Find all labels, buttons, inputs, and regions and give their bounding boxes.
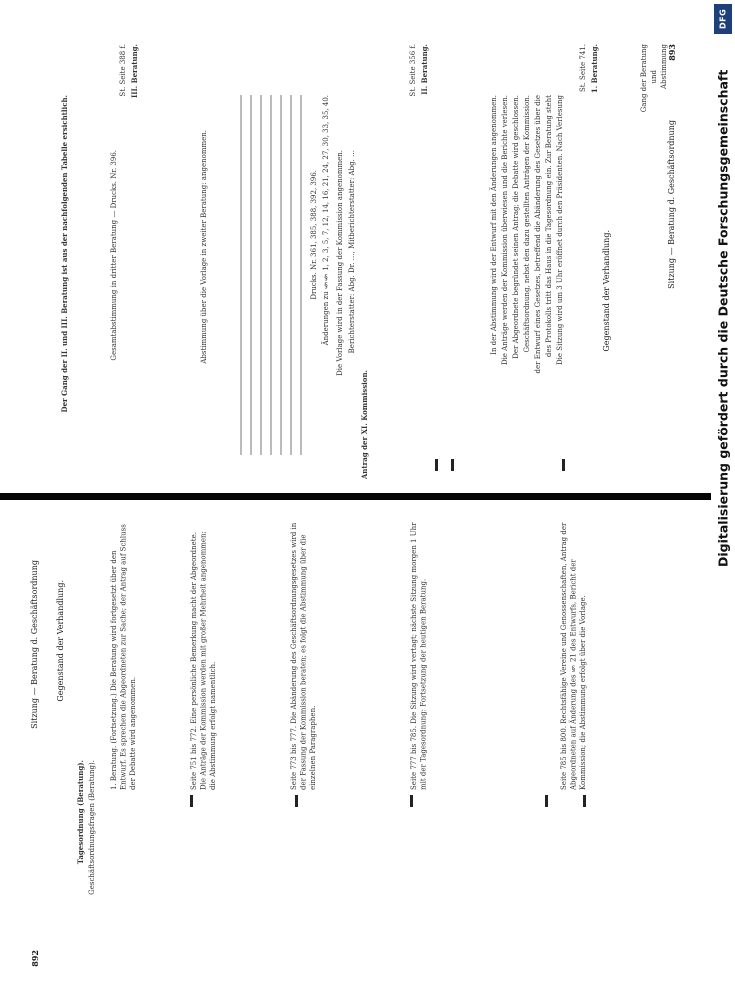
top-section-3-label: III. Beratung.: [130, 44, 139, 99]
top-section-1-label: 1. Beratung.: [590, 44, 599, 94]
scan-texture: [300, 95, 302, 455]
margin-dash: [410, 795, 413, 807]
bottom-page-title: Gegenstand der Verhandlung.: [56, 580, 65, 702]
top-page-title: Gegenstand der Verhandlung.: [602, 230, 611, 352]
bottom-page-number: 892: [30, 950, 40, 967]
dfg-banner: [711, 0, 735, 1000]
top-para-line: Die Anträge werden der Kommission überwiesen und die Berichte verlesen.: [501, 95, 509, 366]
top-amendment-heading: Antrag der XI. Kommission.: [360, 370, 369, 480]
top-running-head: Sitzung — Beratung d. Geschäftsordnung: [667, 120, 676, 289]
top-page-number: 893: [667, 44, 677, 61]
top-para-line: des Protokolls tritt das Haus in die Tagesordnung ein. Zur Beratung steht: [545, 95, 553, 358]
top-column-head-3: Abstimmung: [660, 44, 668, 89]
scan-texture: [280, 95, 282, 455]
scan-texture: [240, 95, 242, 455]
top-para-line: Der Abgeordnete begründet seinen Antrag; die Debatte wird geschlossen.: [512, 95, 520, 359]
top-final-note: Der Gang der II. und III. Beratung ist aus der nachfolgenden Tabelle ersichtlich.: [60, 95, 69, 413]
top-para-line: In der Abstimmung wird der Entwurf mit den Änderungen angenommen.: [490, 95, 498, 355]
top-column-head-1: Gang der Beratung: [640, 44, 648, 113]
margin-dash: [295, 795, 298, 807]
margin-dash: [545, 795, 548, 807]
bottom-column-subhead: Geschäftsordnungsfragen (Beratung).: [88, 760, 96, 895]
margin-dash: [451, 459, 454, 471]
top-column-head-2: und: [650, 70, 658, 84]
scan-texture: [260, 95, 262, 455]
top-section-2-label: II. Beratung.: [420, 44, 429, 95]
top-section-1-ref: St. Seite 741.: [579, 44, 587, 93]
top-para-line: der Entwurf eines Gesetzes, betreffend die Abänderung des Gesetzes über die: [534, 95, 542, 374]
scan-texture: [250, 95, 252, 455]
margin-dash: [435, 459, 438, 471]
top-para-line: Die Sitzung wird um 3 Uhr eröffnet durch den Präsidenten. Nach Verlesung: [556, 95, 564, 365]
top-final-note: Gesamtabstimmung in dritter Beratung — Drucks. Nr. 396.: [110, 150, 118, 361]
page-divider: [0, 493, 712, 500]
scan-texture: [270, 95, 272, 455]
bottom-running-head: Sitzung — Beratung d. Geschäftsordnung: [30, 560, 39, 729]
dfg-logo: DFG: [714, 4, 732, 34]
margin-dash: [190, 795, 193, 807]
bottom-paragraph: Seite 777 bis 785. Die Sitzung wird vertagt; nächste Sitzung morgen 1 Uhr mit der Tagesordnung: Fortsetzung der heutigen Beratung.: [410, 522, 428, 790]
top-amendment-line: Drucks. Nr. 361, 385, 388, 392, 396.: [310, 170, 318, 300]
margin-dash: [583, 795, 586, 807]
bottom-paragraph: 1. Beratung. (Fortsetzung.) Die Beratung wird fortgesetzt über den Entwurf. Es sprechen die Abgeordneten zur Sache; der Antrag auf Schluss der Debatte wird angenommen.: [110, 524, 137, 790]
top-para-line: Geschäftsordnung, nebst den dazu gestellten Anträgen der Kommission.: [523, 95, 531, 353]
scan-texture: [290, 95, 292, 455]
top-section-2-ref: St. Seite 356 f.: [409, 44, 417, 97]
margin-dash: [562, 459, 565, 471]
top-amendment-line: Die Vorlage wird in der Fassung der Kommission angenommen.: [336, 150, 344, 376]
top-section-3-ref: St. Seite 388 f.: [119, 44, 127, 97]
bottom-paragraph: Seite 751 bis 772. Eine persönliche Bemerkung macht der Abgeordnete. Die Anträge der Kommission werden mit großer Mehrheit angenommen; die Abstimmung erfolgt namentlich.: [190, 531, 217, 790]
bottom-column-head: Tagesordnung (Beratung).: [76, 760, 85, 865]
top-amendment-line: Änderungen zu §§ 1, 2, 3, 5, 7, 12, 14, 16, 21, 24, 27, 30, 33, 35, 40.: [322, 95, 330, 346]
top-final-note: Abstimmung über die Vorlage in zweiter Beratung: angenommen.: [200, 130, 208, 364]
bottom-paragraph: Seite 785 bis 800. Rechtsfähige Vereine und Genossenschaften, Antrag der Abgeordneten auf Änderung des § 21 des Entwurfs, Bericht der Kommission; die Abstimmung erfolgt über die Vorlage.: [560, 522, 587, 790]
top-amendment-line: Berichterstatter: Abg. Dr. …, Mitberichterstatter: Abg. …: [348, 150, 356, 354]
bottom-paragraph: Seite 773 bis 777. Die Abänderung des Geschäftsordnungsgesetzes wird in der Fassung der Kommission beraten; es folgt die Abstimmung über die einzelnen Paragraphen.: [290, 522, 317, 790]
dfg-funding-note: Digitalisierung gefördert durch die Deutsche Forschungsgemeinschaft: [715, 69, 731, 567]
